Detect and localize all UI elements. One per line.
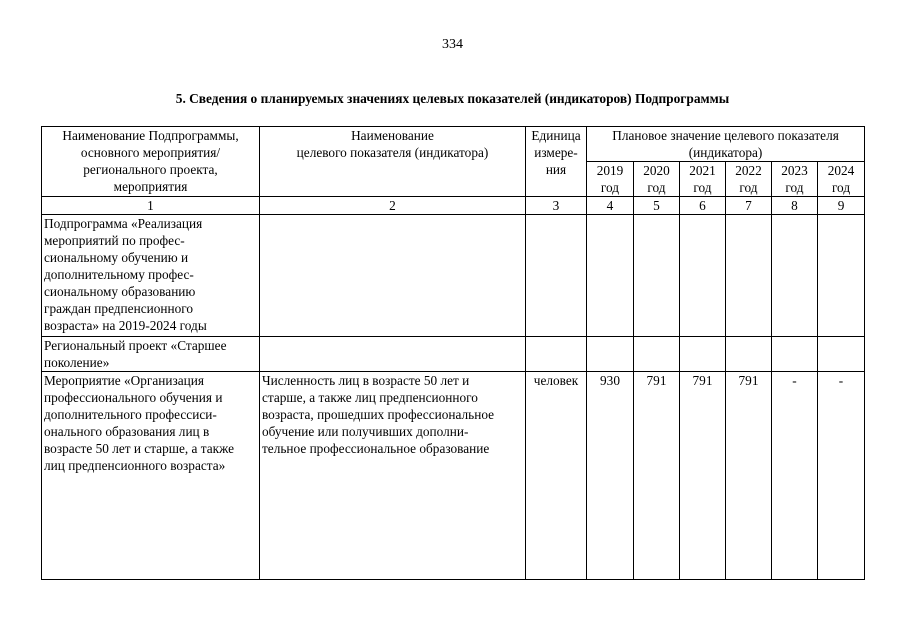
row-value-2024	[818, 215, 865, 337]
column-number: 8	[772, 197, 818, 215]
row-unit: человек	[526, 372, 587, 580]
row-value-2021: 791	[680, 372, 726, 580]
row-name: Мероприятие «Организация профессионального обучения и дополнительного профессиси- онального образования лиц в возрасте 50 лет и старше, а также лиц предпенсионного возраста»	[42, 372, 260, 580]
row-value-2024: -	[818, 372, 865, 580]
row-indicator	[260, 215, 526, 337]
column-number-row	[42, 197, 865, 215]
row-value-2020: 791	[634, 372, 680, 580]
header-year-2019: 2019 год	[587, 162, 634, 197]
page-number: 334	[442, 37, 463, 52]
header-year-2023: 2023 год	[772, 162, 818, 197]
column-number: 2	[260, 197, 526, 215]
header-subprogram-name: Наименование Подпрограммы, основного мероприятия/ регионального проекта, мероприятия	[42, 127, 260, 197]
row-name: Подпрограмма «Реализация мероприятий по профес- сиональному обучению и дополнительному профес- сиональному образованию граждан предпенсионного возраста» на 2019-2024 годы	[42, 215, 260, 337]
header-year-2022: 2022 год	[726, 162, 772, 197]
row-value-2024	[818, 337, 865, 372]
row-value-2021	[680, 215, 726, 337]
row-value-2019	[587, 337, 634, 372]
row-unit	[526, 215, 587, 337]
indicators-table	[41, 126, 865, 580]
column-number: 5	[634, 197, 680, 215]
row-value-2019: 930	[587, 372, 634, 580]
row-value-2021	[680, 337, 726, 372]
column-number: 6	[680, 197, 726, 215]
row-value-2023: -	[772, 372, 818, 580]
section-heading: 5. Сведения о планируемых значениях целевых показателей (индикаторов) Подпрограммы	[175, 91, 730, 106]
header-row-1	[42, 127, 865, 162]
column-number: 1	[42, 197, 260, 215]
row-unit	[526, 337, 587, 372]
table-row-measure	[42, 372, 865, 580]
row-value-2022	[726, 337, 772, 372]
row-indicator	[260, 337, 526, 372]
header-planned-value: Плановое значение целевого показателя (индикатора)	[587, 127, 865, 162]
row-name: Региональный проект «Старшее поколение»	[42, 337, 260, 372]
row-value-2022: 791	[726, 372, 772, 580]
header-year-2020: 2020 год	[634, 162, 680, 197]
column-number: 9	[818, 197, 865, 215]
header-unit: Единица измере- ния	[526, 127, 587, 197]
row-value-2023	[772, 337, 818, 372]
row-value-2019	[587, 215, 634, 337]
column-number: 4	[587, 197, 634, 215]
header-indicator-name: Наименование целевого показателя (индикатора)	[260, 127, 526, 197]
row-value-2023	[772, 215, 818, 337]
header-year-2024: 2024 год	[818, 162, 865, 197]
table-row-subprogram	[42, 215, 865, 337]
row-indicator: Численность лиц в возрасте 50 лет и старше, а также лиц предпенсионного возраста, прошедших профессиональное обучение или получивших дополни- тельное профессиональное образование	[260, 372, 526, 580]
header-year-2021: 2021 год	[680, 162, 726, 197]
row-value-2022	[726, 215, 772, 337]
column-number: 7	[726, 197, 772, 215]
table-row-regional-project	[42, 337, 865, 372]
row-value-2020	[634, 215, 680, 337]
row-value-2020	[634, 337, 680, 372]
column-number: 3	[526, 197, 587, 215]
